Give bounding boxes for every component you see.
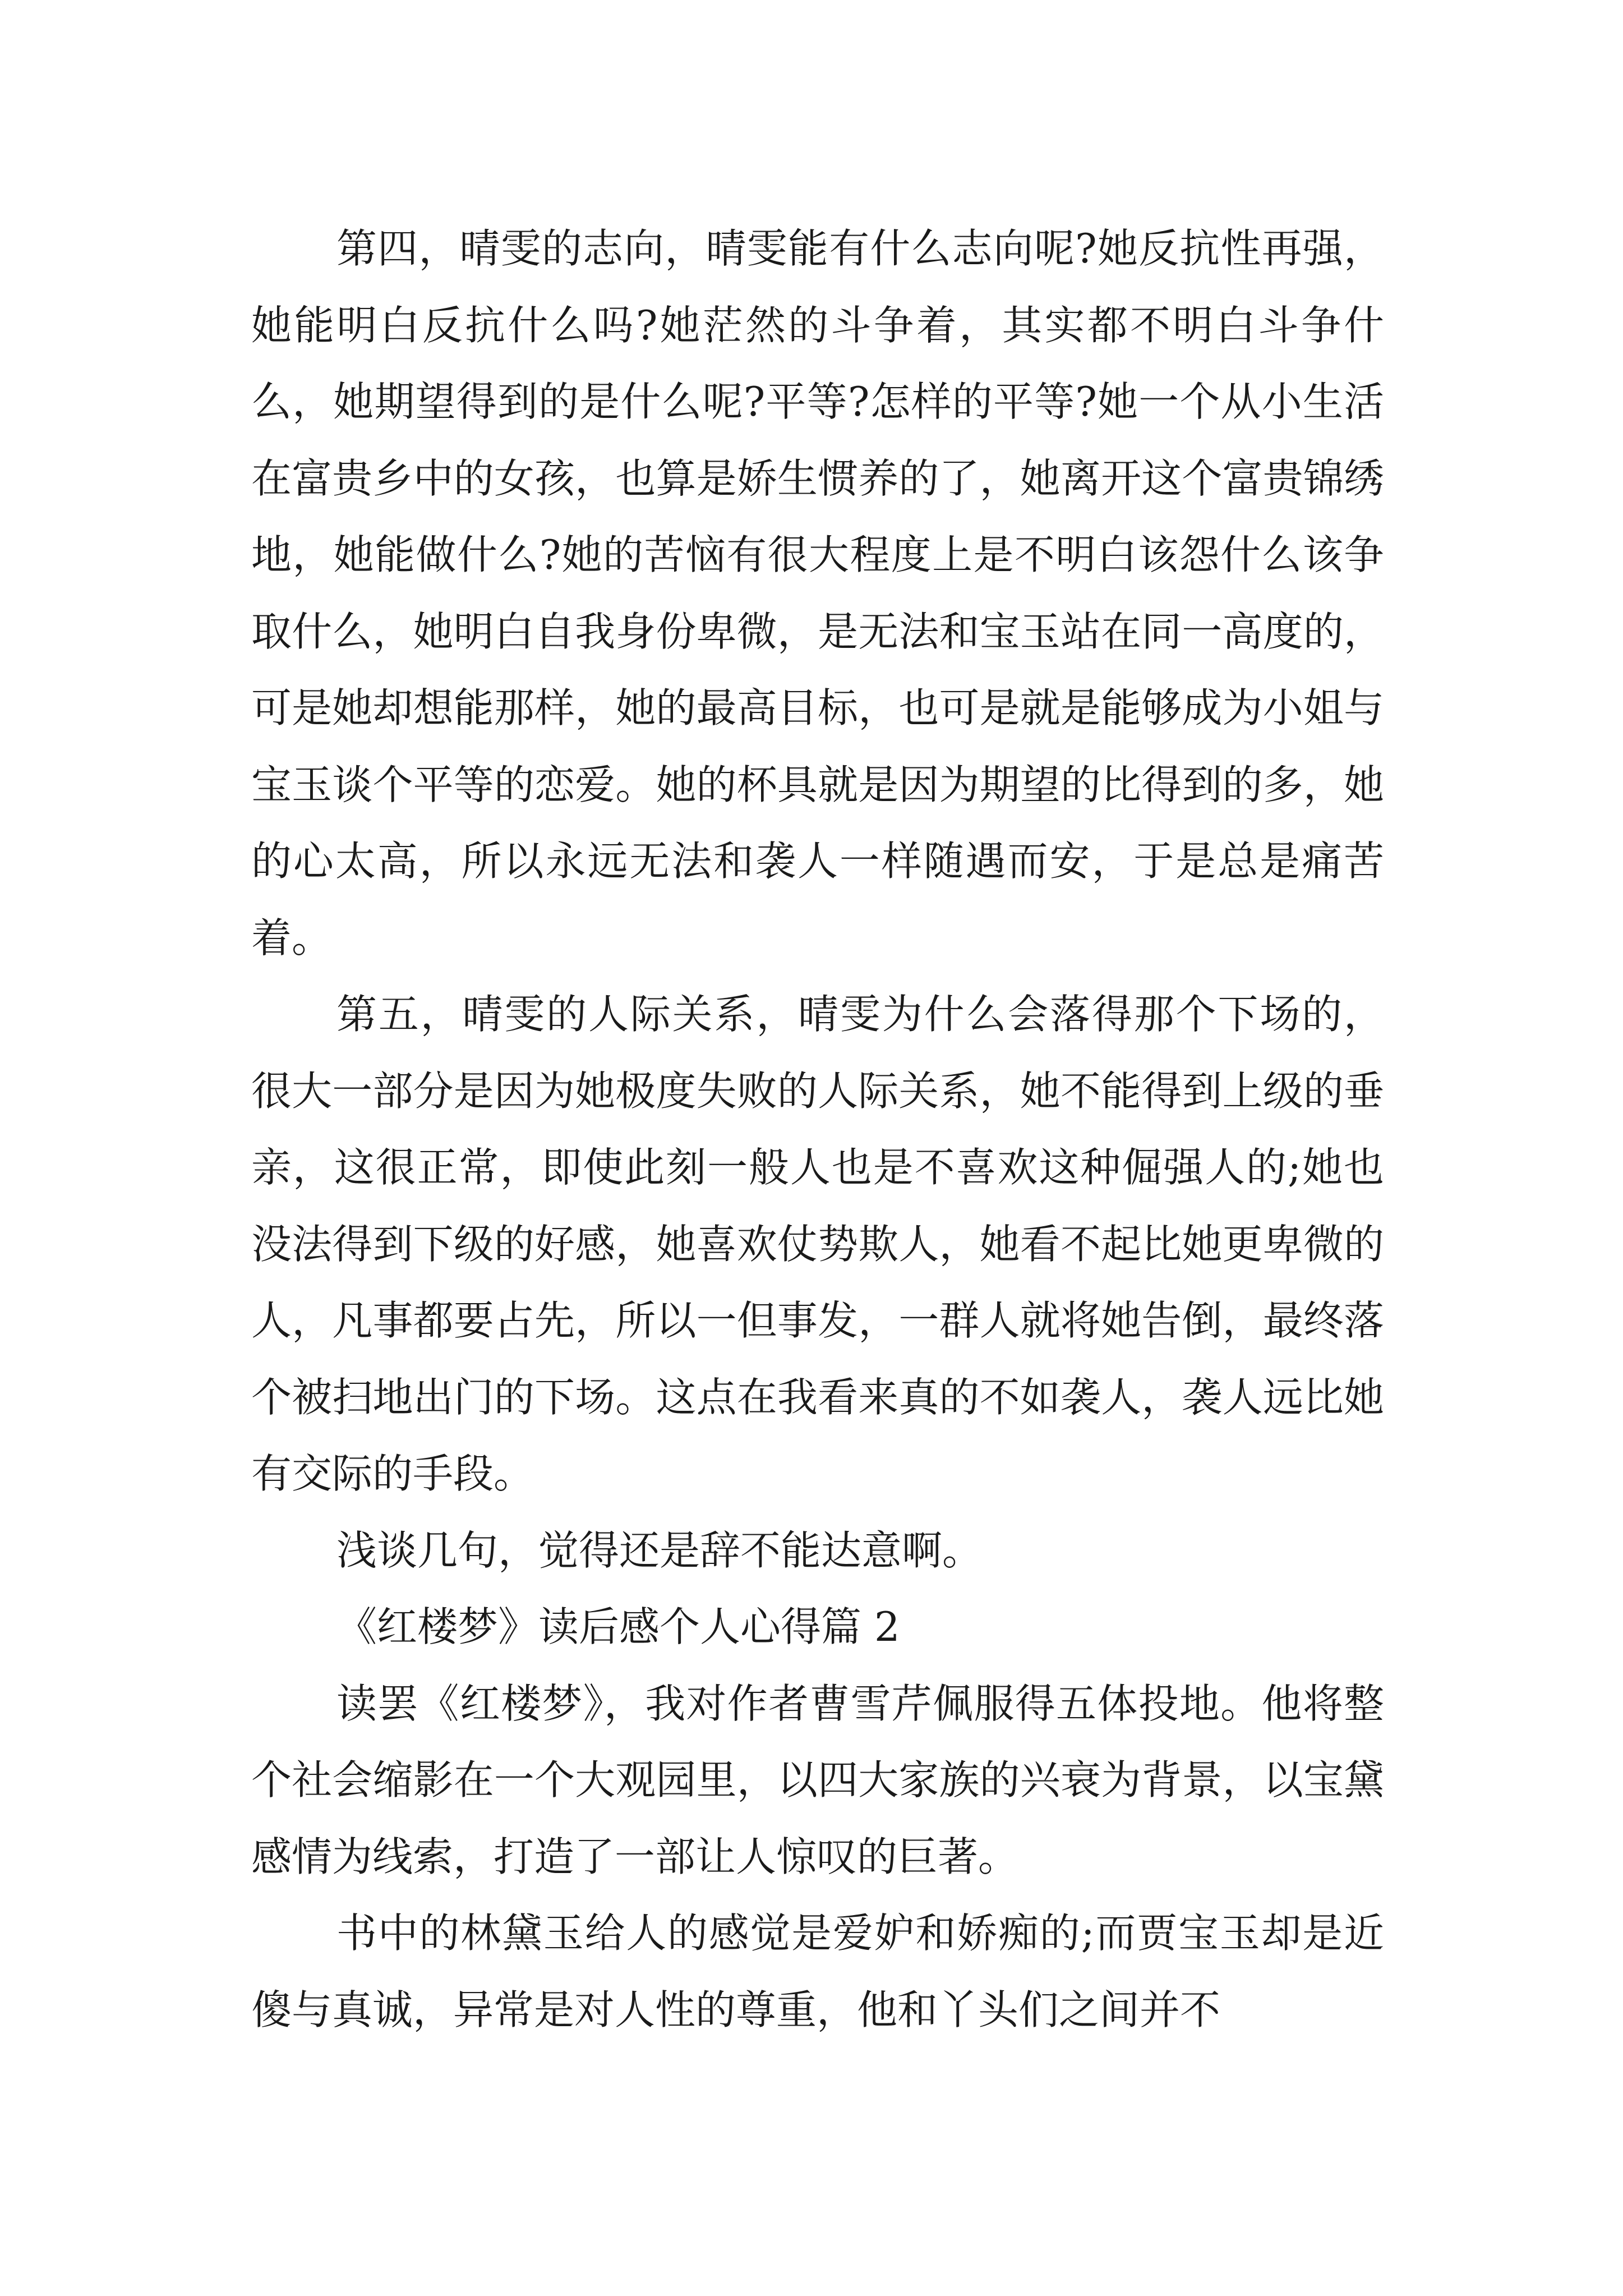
paragraph-closing-remark: 浅谈几句，觉得还是辞不能达意啊。	[336, 1526, 983, 1574]
paragraph-4-ambition: 第四，晴雯的志向，晴雯能有什么志向呢?她反抗性再强，她能明白反抗什么吗?她茫然的斗争着，其实都不明白斗争什么，她期望得到的是什么呢?平等?怎样的平等?她一个从小生活在富贵乡中的女孩，也算是娇生惯养的了，她离开这个富贵锦绣地，她能做什么?她的苦恼有很大程度上是不明白该怨什么该争取什么，她明白自我身份卑微，是无法和宝玉站在同一高度的，可是她却想能那样，她的最高目标，也可是就是能够成为小姐与宝玉谈个平等的恋爱。她的杯具就是因为期望的比得到的多，她的心太高，所以永远无法和袭人一样随遇而安，于是总是痛苦着。	[251, 225, 1384, 961]
section-heading: 《红楼梦》读后感个人心得篇 2	[336, 1603, 900, 1650]
paragraph-5-relationships: 第五，晴雯的人际关系，晴雯为什么会落得那个下场的，很大一部分是因为她极度失败的人际关系，她不能得到上级的垂亲，这很正常，即使此刻一般人也是不喜欢这种倔强人的;她也没法得到下级的好感，她喜欢仗势欺人，她看不起比她更卑微的人，凡事都要占先，所以一但事发，一群人就将她告倒，最终落个被扫地出门的下场。这点在我看来真的不如袭人，袭人远比她有交际的手段。	[251, 991, 1384, 1497]
document-body	[251, 210, 1384, 2048]
paragraph-intro: 读罢《红楼梦》，我对作者曹雪芹佩服得五体投地。他将整个社会缩影在一个大观园里，以四大家族的兴衰为背景，以宝黛感情为线索，打造了一部让人惊叹的巨著。	[251, 1680, 1384, 1880]
paragraph-characters: 书中的林黛玉给人的感觉是爱妒和娇痴的;而贾宝玉却是近傻与真诚，异常是对人性的尊重，他和丫头们之间并不	[251, 1910, 1384, 2033]
